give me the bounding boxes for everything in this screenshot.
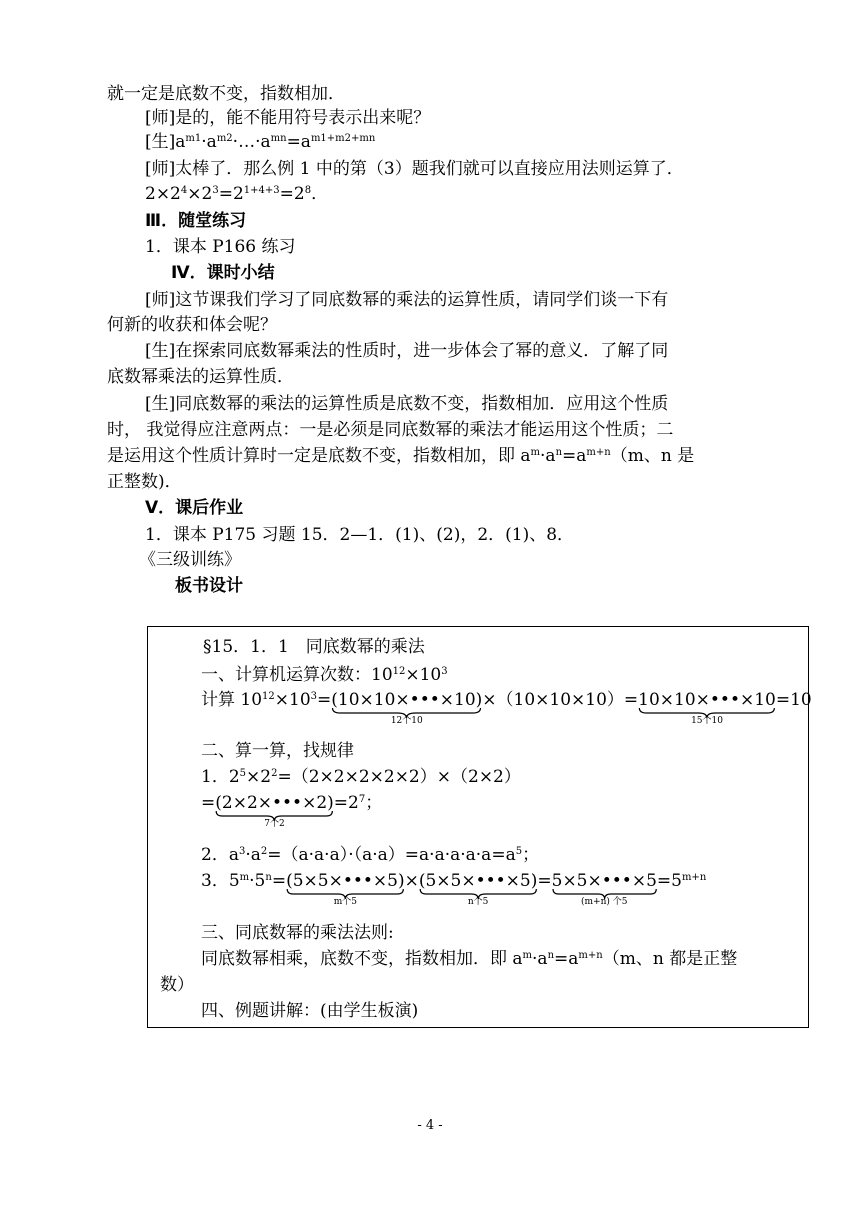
text-line: [生]同底数幂的乘法的运算性质是底数不变，指数相加．应用这个性质 (145, 394, 669, 414)
text-line: 何新的收获和体会呢？ (107, 315, 277, 335)
text-line: 时， 我觉得应注意两点：一是必须是同底数幂的乘法才能运用这个性质；二 (107, 420, 674, 440)
underbrace-group: (2×2×•••×2) 7个2 (215, 793, 334, 829)
text-line: [师]这节课我们学习了同底数幂的乘法的运算性质，请同学们谈一下有 (145, 290, 669, 310)
box-line: 数） (160, 975, 194, 995)
formula-line: [生]$a^{m1}\cdot a^{m2}\cdot\dots\cdot a^{mn}=a^{m1+m2+mn}$ (145, 132, 376, 152)
text-line: [师]太棒了．那么例 1 中的第（3）题我们就可以直接应用法则运算了． (145, 159, 684, 179)
box-title: §15．1．1 同底数幂的乘法 (203, 637, 425, 657)
formula-line: $2\times 2^4\times 2^3=2^{1+4+3}=2^8$． (145, 184, 329, 204)
text-line: [师]是的，能不能用符号表示出来呢？ (145, 108, 431, 128)
text-line: 正整数)． (107, 472, 182, 492)
box-formula: 1．$2^5\times 2^2=(2\times 2\times 2\times 2\times 2)\times(2\times 2)$ (201, 767, 521, 787)
underbrace-group: 10×10×•••×10 15个10 (638, 690, 776, 726)
page-number: - 4 - (417, 1118, 443, 1133)
text-line: [生]在探索同底数幂乘法的性质时，进一步体会了幂的意义．了解了同 (145, 341, 669, 361)
text-line: 就一定是底数不变，指数相加． (107, 84, 345, 104)
box-formula: 计算 $10^{12}\times 10^3=(10\times 10\times•••\times 10)$ 12个10 ×（10×10×10）=10×10×•••×10 15个10 =10 (201, 690, 812, 726)
box-formula: 2．$a^3\cdot a^2=(a\cdot a\cdot a)\cdot(a\cdot a)=a\cdot a\cdot a\cdot a\cdot a=a^5$； (201, 845, 540, 865)
box-line: 四、例题讲解：(由学生板演) (201, 1001, 419, 1021)
section-heading: 板书设计 (175, 576, 243, 596)
box-formula: 3．$5^m\cdot 5^n=(5\times 5\times•••\times 5)$ m个5 ×(5×5×•••×5) n个5 =5×5×•••×5 (m+n) 个5 $=5^{m+n}$ (201, 871, 707, 907)
text-line: 1．课本 P175 习题 15．2—1．(1)、(2)，2．(1)、8． (145, 525, 575, 545)
section-heading: Ⅲ．随堂练习 (145, 211, 247, 231)
box-formula: 同底数幂相乘，底数不变，指数相加．即 $a^m\cdot a^n=a^{m+n}(m$、n 都是正整 (201, 949, 738, 969)
text-line: 底数幂乘法的运算性质． (107, 367, 294, 387)
section-heading: Ⅴ．课后作业 (145, 498, 244, 518)
text-line: 《三级训练》 (139, 550, 241, 570)
board-design-box (147, 626, 812, 1028)
box-line: 二、算一算，找规律 (201, 741, 354, 761)
underbrace-group: (10×10×•••×10) 12个10 (331, 690, 483, 726)
box-formula: =(2×2×•••×2) 7个2 $=2^7$； (201, 793, 383, 829)
text-line: 1．课本 P166 练习 (145, 237, 296, 257)
underbrace-group: 5×5×•••×5 (m+n) 个5 (551, 871, 657, 907)
underbrace-group: (5×5×•••×5) m个5 (286, 871, 405, 907)
section-heading: Ⅳ．课时小结 (171, 263, 275, 283)
box-line: 一、计算机运算次数：$10^{12}\times 10^3$ (201, 665, 448, 685)
underbrace-group: (5×5×•••×5) n个5 (418, 871, 538, 907)
box-line: 三、同底数幂的乘法法则: (201, 923, 394, 943)
formula-line: 是运用这个性质计算时一定是底数不变，指数相加，即 $a^m\cdot a^n=a^{m+n}(m$、n 是 (107, 446, 695, 466)
